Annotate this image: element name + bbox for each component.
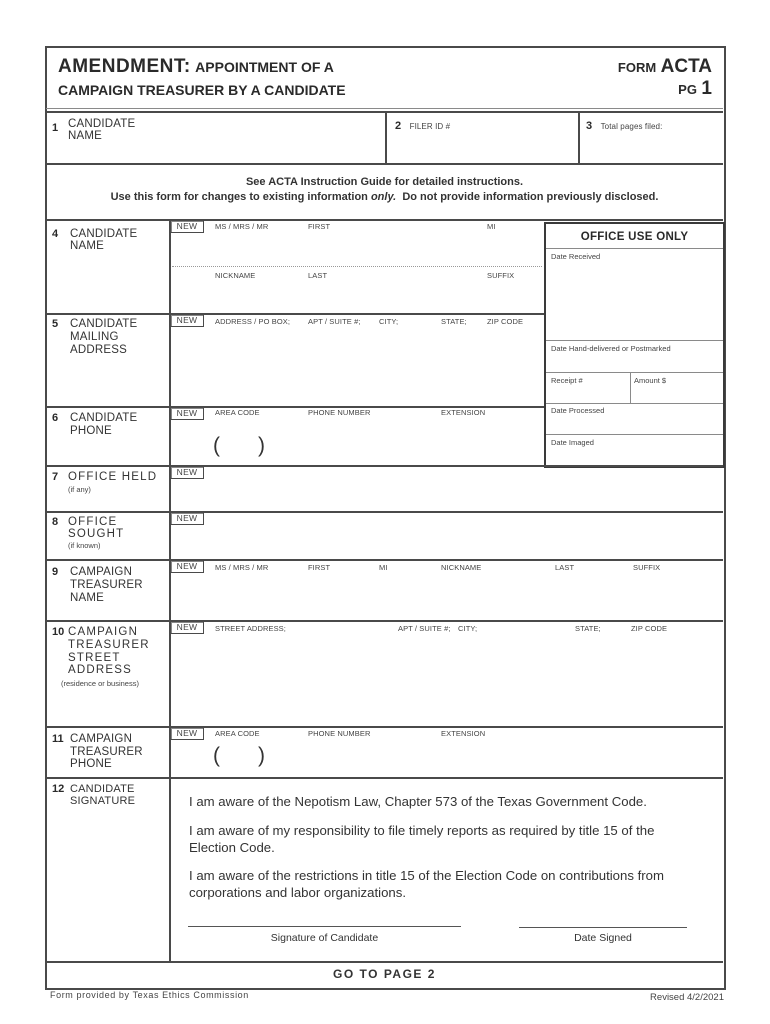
- office-date-received: Date Received: [551, 252, 601, 261]
- s4-label-1: CANDIDATE: [70, 228, 138, 240]
- s12-label-2: SIGNATURE: [70, 795, 136, 807]
- s10-field-street: STREET ADDRESS;: [215, 624, 286, 633]
- candidate-name-label-2: NAME: [68, 130, 103, 142]
- divider: [46, 559, 723, 561]
- s11-label-3: PHONE: [70, 758, 112, 770]
- divider: [46, 163, 723, 165]
- instructions-line-2: Use this form for changes to existing information only. Do not provide information previously disclosed.: [110, 191, 659, 203]
- s11-paren-close: ): [258, 744, 265, 767]
- divider: [46, 108, 723, 109]
- label-column-divider: [169, 220, 171, 961]
- s6-field-phone-number: PHONE NUMBER: [308, 408, 371, 417]
- form-title: [58, 56, 334, 78]
- s7-sublabel: (if any): [68, 485, 91, 494]
- filer-id-label: 2 FILER ID #: [395, 120, 451, 132]
- s12-number: 12: [52, 783, 65, 795]
- s6-paren-close: ): [258, 434, 265, 457]
- s4-field-mi: MI: [487, 222, 496, 231]
- s9-field-last: LAST: [555, 563, 575, 572]
- s8-sublabel: (if known): [68, 541, 101, 550]
- office-date-imaged: Date Imaged: [551, 438, 594, 447]
- s7-label: OFFICE HELD: [68, 471, 158, 483]
- office-use-title: OFFICE USE ONLY: [580, 231, 689, 243]
- footer-provided-by: Form provided by Texas Ethics Commission: [50, 990, 249, 1000]
- candidate-name-label-1: CANDIDATE: [68, 118, 136, 130]
- divider: [385, 112, 387, 163]
- divider: [546, 248, 723, 249]
- s9-field-first: FIRST: [308, 563, 331, 572]
- s9-field-suffix: SUFFIX: [633, 563, 661, 572]
- page-number: 1: [701, 78, 712, 99]
- s11-area-code-input[interactable]: [222, 742, 256, 768]
- s4-field-suffix: SUFFIX: [487, 271, 515, 280]
- s7-number: 7: [52, 471, 59, 483]
- form-code: [618, 56, 712, 78]
- s11-label-1: CAMPAIGN: [70, 733, 133, 745]
- s8-label-1: OFFICE: [68, 516, 118, 528]
- s9-field-title: MS / MRS / MR: [215, 563, 269, 572]
- s4-new-checkbox[interactable]: NEW: [171, 221, 204, 233]
- form-label: FORM: [617, 60, 657, 75]
- divider: [546, 403, 723, 404]
- s9-label-3: NAME: [70, 592, 105, 604]
- s9-label-1: CAMPAIGN: [70, 566, 133, 578]
- divider: [546, 372, 723, 373]
- s10-sublabel: (residence or business): [61, 679, 139, 688]
- s10-treasurer-address-input[interactable]: [172, 636, 720, 723]
- s11-extension-input[interactable]: [441, 742, 541, 768]
- office-receipt: Receipt #: [551, 376, 583, 385]
- s4-name-input-2[interactable]: [210, 282, 540, 310]
- statement-reports: I am aware of my responsibility to file timely reports as required by title 15 of the Election Code.: [189, 823, 655, 855]
- s11-phone-input[interactable]: [270, 742, 435, 768]
- s6-area-code-input[interactable]: [222, 432, 256, 458]
- s10-label-4: ADDRESS: [68, 664, 132, 676]
- s6-paren-open: (: [213, 434, 220, 457]
- s7-new-checkbox[interactable]: NEW: [171, 467, 204, 479]
- s9-new-checkbox[interactable]: NEW: [171, 561, 204, 573]
- s12-label-1: CANDIDATE: [70, 783, 135, 795]
- divider: [46, 726, 723, 728]
- s8-new-checkbox[interactable]: NEW: [171, 513, 204, 525]
- s6-new-checkbox[interactable]: NEW: [171, 408, 204, 420]
- go-to-page-2: GO TO PAGE 2: [333, 967, 436, 981]
- s4-field-last: LAST: [308, 271, 328, 280]
- date-signed-line: [519, 927, 687, 928]
- signature-line: [188, 926, 461, 927]
- divider: [578, 112, 580, 163]
- divider: [46, 465, 723, 467]
- s11-label-2: TREASURER: [70, 746, 143, 758]
- s6-label-1: CANDIDATE: [70, 412, 138, 424]
- date-signed-input[interactable]: [519, 906, 687, 928]
- s5-field-address: ADDRESS / PO BOX;: [215, 317, 291, 326]
- s7-office-held-input[interactable]: [172, 480, 720, 508]
- date-signed-label: Date Signed: [574, 932, 632, 944]
- s11-number: 11: [52, 733, 64, 745]
- s11-new-checkbox[interactable]: NEW: [171, 728, 204, 740]
- divider: [46, 620, 723, 622]
- signature-label: Signature of Candidate: [270, 932, 379, 944]
- s6-field-extension: EXTENSION: [441, 408, 486, 417]
- s8-label-2: SOUGHT: [68, 528, 125, 540]
- s4-name-input[interactable]: [210, 232, 540, 262]
- page-label: PG: [678, 82, 697, 97]
- s5-label-1: CANDIDATE: [70, 318, 138, 330]
- s10-field-city: CITY;: [458, 624, 478, 633]
- s5-field-apt: APT / SUITE #;: [308, 317, 361, 326]
- s10-number: 10: [52, 626, 65, 638]
- divider: [630, 373, 631, 403]
- statement-restrictions: I am aware of the restrictions in title 15 of the Election Code on contributions from corporations and labor organizations.: [189, 868, 664, 900]
- s9-number: 9: [52, 566, 59, 578]
- s5-field-city: CITY;: [379, 317, 399, 326]
- dotted-separator: [172, 266, 542, 267]
- s9-treasurer-name-input[interactable]: [172, 575, 720, 617]
- field-candidate-name-label: 1: [52, 122, 59, 134]
- s6-number: 6: [52, 412, 59, 424]
- s4-field-first: FIRST: [308, 222, 331, 231]
- s10-label-2: TREASURER: [68, 639, 150, 651]
- s5-number: 5: [52, 318, 59, 330]
- s9-field-nickname: NICKNAME: [441, 563, 482, 572]
- signature-input[interactable]: [188, 905, 461, 927]
- form-code-value: ACTA: [660, 56, 712, 77]
- s11-field-area-code: AREA CODE: [215, 729, 260, 738]
- title-amendment: AMENDMENT:: [58, 56, 191, 77]
- page-indicator: [678, 78, 712, 100]
- office-date-hand-delivered: Date Hand-delivered or Postmarked: [551, 344, 671, 353]
- office-date-processed: Date Processed: [551, 406, 605, 415]
- s5-label-2: MAILING: [70, 331, 119, 343]
- s4-field-nickname: NICKNAME: [215, 271, 256, 280]
- s11-field-phone-number: PHONE NUMBER: [308, 729, 371, 738]
- divider: [546, 434, 723, 435]
- s10-field-state: STATE;: [575, 624, 601, 633]
- s6-label-2: PHONE: [70, 425, 112, 437]
- candidate-name-input[interactable]: [100, 114, 382, 162]
- statement-nepotism: I am aware of the Nepotism Law, Chapter 573 of the Texas Government Code.: [189, 794, 647, 809]
- s4-field-title: MS / MRS / MR: [215, 222, 269, 231]
- s5-new-checkbox[interactable]: NEW: [171, 315, 204, 327]
- s6-phone-input[interactable]: [270, 432, 435, 458]
- s6-field-area-code: AREA CODE: [215, 408, 260, 417]
- s9-label-2: TREASURER: [70, 579, 143, 591]
- s4-label-2: NAME: [70, 240, 105, 252]
- instructions-line-1: See ACTA Instruction Guide for detailed instructions.: [245, 176, 524, 188]
- s11-paren-open: (: [213, 744, 220, 767]
- total-pages-input[interactable]: [581, 128, 721, 162]
- s5-address-input[interactable]: [172, 330, 542, 404]
- divider: [46, 313, 544, 315]
- s10-label-1: CAMPAIGN: [68, 626, 139, 638]
- s10-label-3: STREET: [68, 652, 121, 664]
- divider: [546, 340, 723, 341]
- s8-office-sought-input[interactable]: [172, 527, 720, 556]
- divider: [46, 777, 723, 779]
- title-appointment: APPOINTMENT OF A: [195, 59, 334, 75]
- s5-field-zip: ZIP CODE: [487, 317, 524, 326]
- footer-revised: Revised 4/2/2021: [650, 992, 724, 1003]
- filer-id-input[interactable]: [388, 128, 576, 162]
- total-pages-label: 3 Total pages filed:: [586, 120, 663, 132]
- s6-extension-input[interactable]: [441, 432, 541, 458]
- s11-field-extension: EXTENSION: [441, 729, 486, 738]
- divider: [46, 511, 723, 513]
- divider: [46, 219, 723, 221]
- divider: [46, 961, 723, 963]
- s8-number: 8: [52, 516, 59, 528]
- s5-label-3: ADDRESS: [70, 344, 127, 356]
- s4-number: 4: [52, 228, 59, 240]
- office-amount: Amount $: [634, 376, 667, 385]
- s5-field-state: STATE;: [441, 317, 467, 326]
- s9-field-mi: MI: [379, 563, 388, 572]
- s10-field-apt: APT / SUITE #;: [398, 624, 451, 633]
- s10-field-zip: ZIP CODE: [631, 624, 668, 633]
- form-subtitle: CAMPAIGN TREASURER BY A CANDIDATE: [58, 82, 346, 98]
- s10-new-checkbox[interactable]: NEW: [171, 622, 204, 634]
